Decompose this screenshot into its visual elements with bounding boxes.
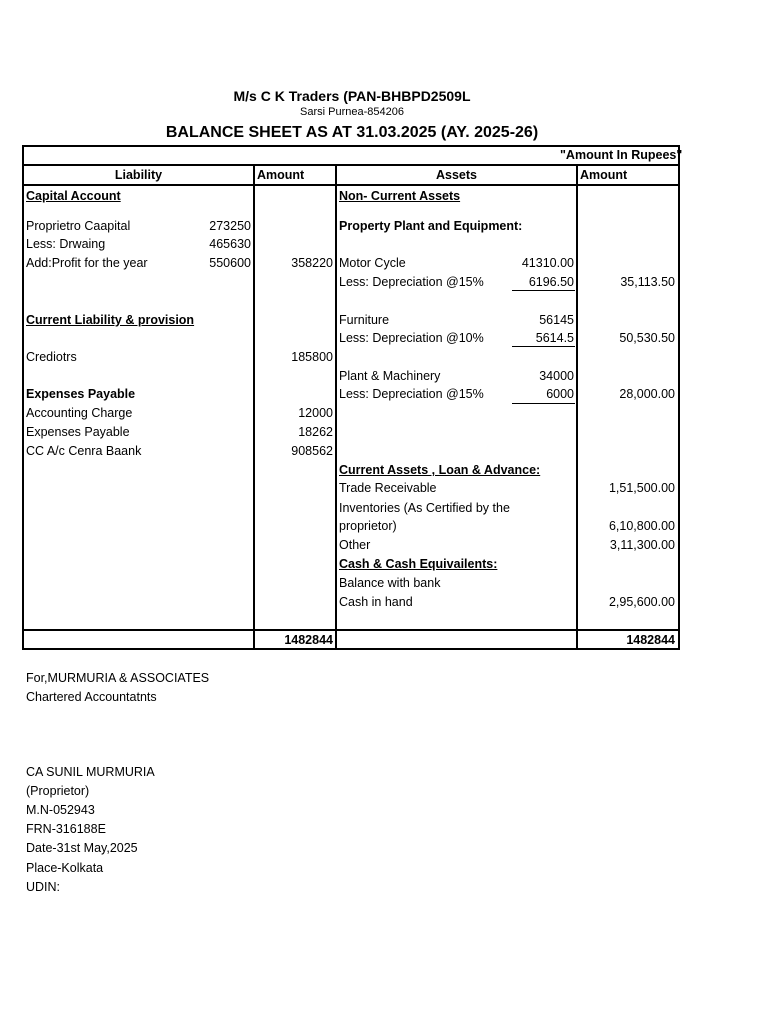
proprietor-capital-label: Proprietro Caapital <box>26 219 131 233</box>
motor-dep-label: Less: Depreciation @15% <box>339 275 484 289</box>
ppe-heading: Property Plant and Equipment: <box>339 219 523 233</box>
firm-name: M/s C K Traders (PAN-BHBPD2509L <box>233 88 471 104</box>
trade-receivable-amount: 1,51,500.00 <box>608 481 675 495</box>
current-assets-heading: Current Assets , Loan & Advance: <box>339 463 541 477</box>
header-assets: Assets <box>436 168 477 182</box>
table-col-divider-2 <box>335 165 337 649</box>
document-title: BALANCE SHEET AS AT 31.03.2025 (AY. 2025-26) <box>165 124 539 141</box>
total-liability: 1482844 <box>284 633 333 647</box>
motor-dep-value: 6196.50 <box>528 275 574 289</box>
signature-udin: UDIN: <box>26 880 61 894</box>
capital-account-heading: Capital Account <box>26 189 121 203</box>
motor-cycle-label: Motor Cycle <box>339 256 406 270</box>
expenses-payable-label: Expenses Payable <box>26 425 130 439</box>
furniture-value: 56145 <box>539 313 574 327</box>
plant-dep-label: Less: Depreciation @15% <box>339 387 484 401</box>
plant-net-amount: 28,000.00 <box>619 387 675 401</box>
header-amount-assets: Amount <box>580 168 628 182</box>
cash-in-hand-label: Cash in hand <box>339 595 413 609</box>
profit-label: Add:Profit for the year <box>26 256 148 270</box>
motor-net-amount: 35,113.50 <box>620 275 675 289</box>
proprietor-capital-value: 273250 <box>209 219 251 233</box>
plant-label: Plant & Machinery <box>339 369 441 383</box>
other-label: Other <box>339 538 371 552</box>
drawing-value: 465630 <box>209 237 251 251</box>
firm-address: Sarsi Purnea-854206 <box>300 106 404 118</box>
signature-role: (Proprietor) <box>26 784 90 798</box>
header-amount-liability: Amount <box>257 168 305 182</box>
table-rule-header <box>22 184 680 186</box>
signature-membership: M.N-052943 <box>26 803 95 817</box>
profit-value: 550600 <box>209 256 251 270</box>
expenses-payable-amount: 18262 <box>298 425 333 439</box>
table-col-divider-3 <box>576 165 578 649</box>
drawing-label: Less: Drwaing <box>26 237 106 251</box>
subtotal-rule-plant <box>512 403 575 404</box>
current-liability-heading: Current Liability & provision <box>26 313 195 327</box>
signature-name: CA SUNIL MURMURIA <box>26 765 155 779</box>
furniture-dep-value: 5614.5 <box>535 331 574 345</box>
table-col-divider-1 <box>253 165 255 649</box>
cc-account-amount: 908562 <box>291 444 333 458</box>
plant-value: 34000 <box>539 369 574 383</box>
signature-for-line: For,MURMURIA & ASSOCIATES <box>26 671 210 685</box>
signature-date: Date-31st May,2025 <box>26 841 138 855</box>
furniture-net-amount: 50,530.50 <box>619 331 675 345</box>
creditors-amount: 185800 <box>291 350 333 364</box>
furniture-dep-label: Less: Depreciation @10% <box>339 331 484 345</box>
accounting-charge-amount: 12000 <box>298 406 333 420</box>
cc-account-label: CC A/c Cenra Baank <box>26 444 142 458</box>
other-amount: 3,11,300.00 <box>609 538 675 552</box>
creditors-label: Crediotrs <box>26 350 77 364</box>
cash-in-hand-amount: 2,95,600.00 <box>608 595 675 609</box>
inventories-label-line1: Inventories (As Certified by the <box>339 501 510 515</box>
expenses-payable-heading: Expenses Payable <box>26 387 136 401</box>
furniture-label: Furniture <box>339 313 390 327</box>
cash-equivalents-heading: Cash & Cash Equivailents: <box>339 557 498 571</box>
signature-frn: FRN-316188E <box>26 822 106 836</box>
signature-place: Place-Kolkata <box>26 861 104 875</box>
non-current-assets-heading: Non- Current Assets <box>339 189 461 203</box>
bank-balance-label: Balance with bank <box>339 576 441 590</box>
total-assets: 1482844 <box>626 633 675 647</box>
trade-receivable-label: Trade Receivable <box>339 481 437 495</box>
inventories-label-line2: proprietor) <box>339 519 397 533</box>
header-liability: Liability <box>114 168 163 182</box>
plant-dep-value: 6000 <box>546 387 574 401</box>
signature-firm-type: Chartered Accountatnts <box>26 690 157 704</box>
amount-note: "Amount In Rupees" <box>560 148 683 162</box>
capital-amount: 358220 <box>291 256 333 270</box>
accounting-charge-label: Accounting Charge <box>26 406 133 420</box>
motor-cycle-value: 41310.00 <box>521 256 574 270</box>
inventories-amount: 6,10,800.00 <box>608 519 675 533</box>
